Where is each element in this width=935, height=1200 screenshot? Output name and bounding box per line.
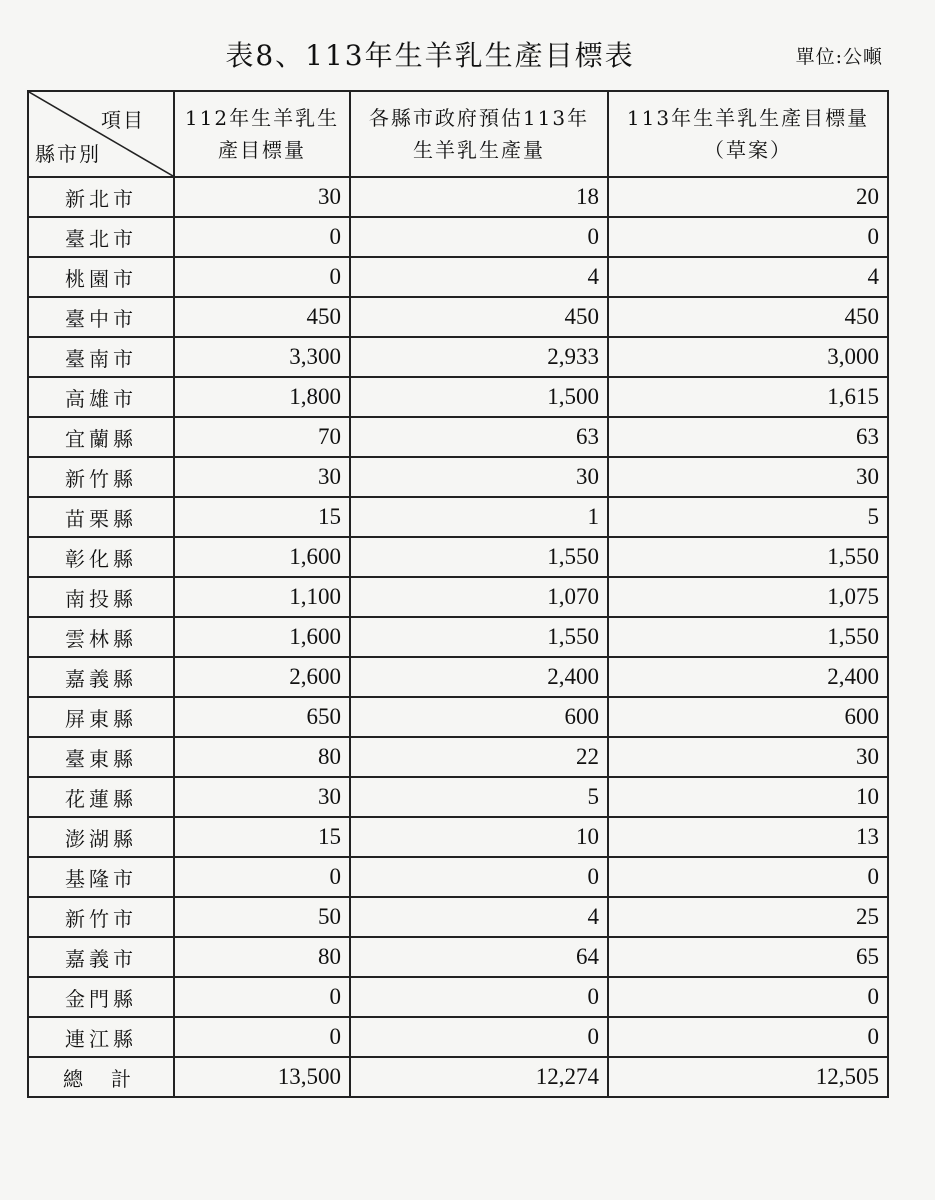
target-112-cell: 15	[174, 497, 350, 537]
target-112-cell: 0	[174, 257, 350, 297]
target-113-cell: 20	[608, 177, 888, 217]
target-113-cell: 65	[608, 937, 888, 977]
estimate-113-cell: 1,550	[350, 537, 608, 577]
table-row	[28, 537, 888, 577]
header-estimate-113-line1: 各縣市政府預估113年	[368, 106, 590, 130]
estimate-113-cell: 64	[350, 937, 608, 977]
region-cell: 宜蘭縣	[28, 417, 174, 457]
corner-header-cell	[28, 91, 174, 177]
estimate-113-cell: 600	[350, 697, 608, 737]
table-row	[28, 857, 888, 897]
unit-label: 單位:公噸	[795, 46, 883, 68]
table-row	[28, 1017, 888, 1057]
corner-item-label: 項目	[101, 108, 145, 132]
estimate-113-cell: 18	[350, 177, 608, 217]
table-row	[28, 697, 888, 737]
table-row	[28, 497, 888, 537]
region-cell: 彰化縣	[28, 537, 174, 577]
table-body	[28, 177, 888, 1097]
estimate-113-cell: 4	[350, 897, 608, 937]
target-112-cell: 1,800	[174, 377, 350, 417]
target-112-cell: 15	[174, 817, 350, 857]
title-row	[0, 36, 935, 76]
estimate-113-cell: 450	[350, 297, 608, 337]
target-113-cell: 1,550	[608, 537, 888, 577]
estimate-113-cell: 5	[350, 777, 608, 817]
region-cell: 雲林縣	[28, 617, 174, 657]
target-113-cell: 450	[608, 297, 888, 337]
region-cell: 澎湖縣	[28, 817, 174, 857]
estimate-113-cell: 0	[350, 217, 608, 257]
region-cell: 嘉義市	[28, 937, 174, 977]
target-113-cell: 30	[608, 737, 888, 777]
table-row	[28, 897, 888, 937]
estimate-113-cell: 1	[350, 497, 608, 537]
table-row	[28, 737, 888, 777]
target-112-cell: 1,100	[174, 577, 350, 617]
header-target-113	[608, 91, 888, 177]
target-113-cell: 10	[608, 777, 888, 817]
estimate-113-cell: 63	[350, 417, 608, 457]
estimate-113-cell: 1,550	[350, 617, 608, 657]
page-title: 表8、113年生羊乳生產目標表	[225, 39, 635, 72]
target-112-cell: 30	[174, 777, 350, 817]
target-112-cell: 2,600	[174, 657, 350, 697]
table-row	[28, 457, 888, 497]
header-target-112	[174, 91, 350, 177]
target-112-cell: 0	[174, 857, 350, 897]
table-row	[28, 777, 888, 817]
target-113-cell: 3,000	[608, 337, 888, 377]
estimate-113-cell: 0	[350, 977, 608, 1017]
region-cell: 新竹縣	[28, 457, 174, 497]
target-112-cell: 80	[174, 737, 350, 777]
target-113-cell: 30	[608, 457, 888, 497]
target-112-cell: 80	[174, 937, 350, 977]
target-113-cell: 13	[608, 817, 888, 857]
header-estimate-113	[350, 91, 608, 177]
table-row	[28, 377, 888, 417]
target-113-cell: 2,400	[608, 657, 888, 697]
target-112-cell: 1,600	[174, 537, 350, 577]
region-cell: 桃園市	[28, 257, 174, 297]
estimate-113-cell: 0	[350, 1017, 608, 1057]
region-cell: 嘉義縣	[28, 657, 174, 697]
region-cell: 臺中市	[28, 297, 174, 337]
target-113-cell: 1,550	[608, 617, 888, 657]
target-112-cell: 50	[174, 897, 350, 937]
target-113-cell: 0	[608, 217, 888, 257]
estimate-113-cell: 22	[350, 737, 608, 777]
target-112-cell: 650	[174, 697, 350, 737]
header-target-113-line2: （草案）	[704, 138, 792, 162]
header-row	[28, 91, 888, 177]
target-113-cell: 0	[608, 977, 888, 1017]
table-row	[28, 577, 888, 617]
table-row	[28, 657, 888, 697]
estimate-113-cell: 2,400	[350, 657, 608, 697]
header-target-112-line2: 產目標量	[218, 138, 306, 162]
total-target-112-cell: 13,500	[174, 1057, 350, 1097]
table-row	[28, 617, 888, 657]
target-112-cell: 70	[174, 417, 350, 457]
target-113-cell: 0	[608, 1017, 888, 1057]
target-113-cell: 63	[608, 417, 888, 457]
target-113-cell: 4	[608, 257, 888, 297]
target-112-cell: 30	[174, 177, 350, 217]
total-estimate-113-cell: 12,274	[350, 1057, 608, 1097]
header-estimate-113-line2: 生羊乳生產量	[413, 138, 545, 162]
target-112-cell: 0	[174, 977, 350, 1017]
target-113-cell: 25	[608, 897, 888, 937]
table-row	[28, 257, 888, 297]
header-target-113-line1: 113年生羊乳生產目標量	[626, 106, 870, 130]
estimate-113-cell: 4	[350, 257, 608, 297]
estimate-113-cell: 0	[350, 857, 608, 897]
region-cell: 花蓮縣	[28, 777, 174, 817]
target-112-cell: 450	[174, 297, 350, 337]
target-112-cell: 0	[174, 217, 350, 257]
region-cell: 高雄市	[28, 377, 174, 417]
target-113-cell: 5	[608, 497, 888, 537]
region-cell: 金門縣	[28, 977, 174, 1017]
total-label-cell: 總計	[28, 1057, 174, 1097]
region-cell: 基隆市	[28, 857, 174, 897]
target-113-cell: 1,075	[608, 577, 888, 617]
region-cell: 苗栗縣	[28, 497, 174, 537]
estimate-113-cell: 30	[350, 457, 608, 497]
estimate-113-cell: 2,933	[350, 337, 608, 377]
table-row	[28, 297, 888, 337]
estimate-113-cell: 10	[350, 817, 608, 857]
target-112-cell: 30	[174, 457, 350, 497]
table-row	[28, 937, 888, 977]
table-row	[28, 417, 888, 457]
corner-region-label: 縣市別	[35, 142, 101, 166]
table-row	[28, 337, 888, 377]
table-row	[28, 217, 888, 257]
estimate-113-cell: 1,070	[350, 577, 608, 617]
table-row	[28, 177, 888, 217]
production-target-table	[27, 90, 889, 1098]
target-113-cell: 600	[608, 697, 888, 737]
target-113-cell: 1,615	[608, 377, 888, 417]
total-target-113-cell: 12,505	[608, 1057, 888, 1097]
estimate-113-cell: 1,500	[350, 377, 608, 417]
region-cell: 南投縣	[28, 577, 174, 617]
target-112-cell: 0	[174, 1017, 350, 1057]
region-cell: 臺北市	[28, 217, 174, 257]
table-row	[28, 817, 888, 857]
region-cell: 新北市	[28, 177, 174, 217]
region-cell: 新竹市	[28, 897, 174, 937]
header-target-112-line1: 112年生羊乳生	[184, 106, 340, 130]
table-row	[28, 977, 888, 1017]
region-cell: 連江縣	[28, 1017, 174, 1057]
region-cell: 臺南市	[28, 337, 174, 377]
target-112-cell: 1,600	[174, 617, 350, 657]
target-112-cell: 3,300	[174, 337, 350, 377]
region-cell: 臺東縣	[28, 737, 174, 777]
total-row	[28, 1057, 888, 1097]
region-cell: 屏東縣	[28, 697, 174, 737]
target-113-cell: 0	[608, 857, 888, 897]
